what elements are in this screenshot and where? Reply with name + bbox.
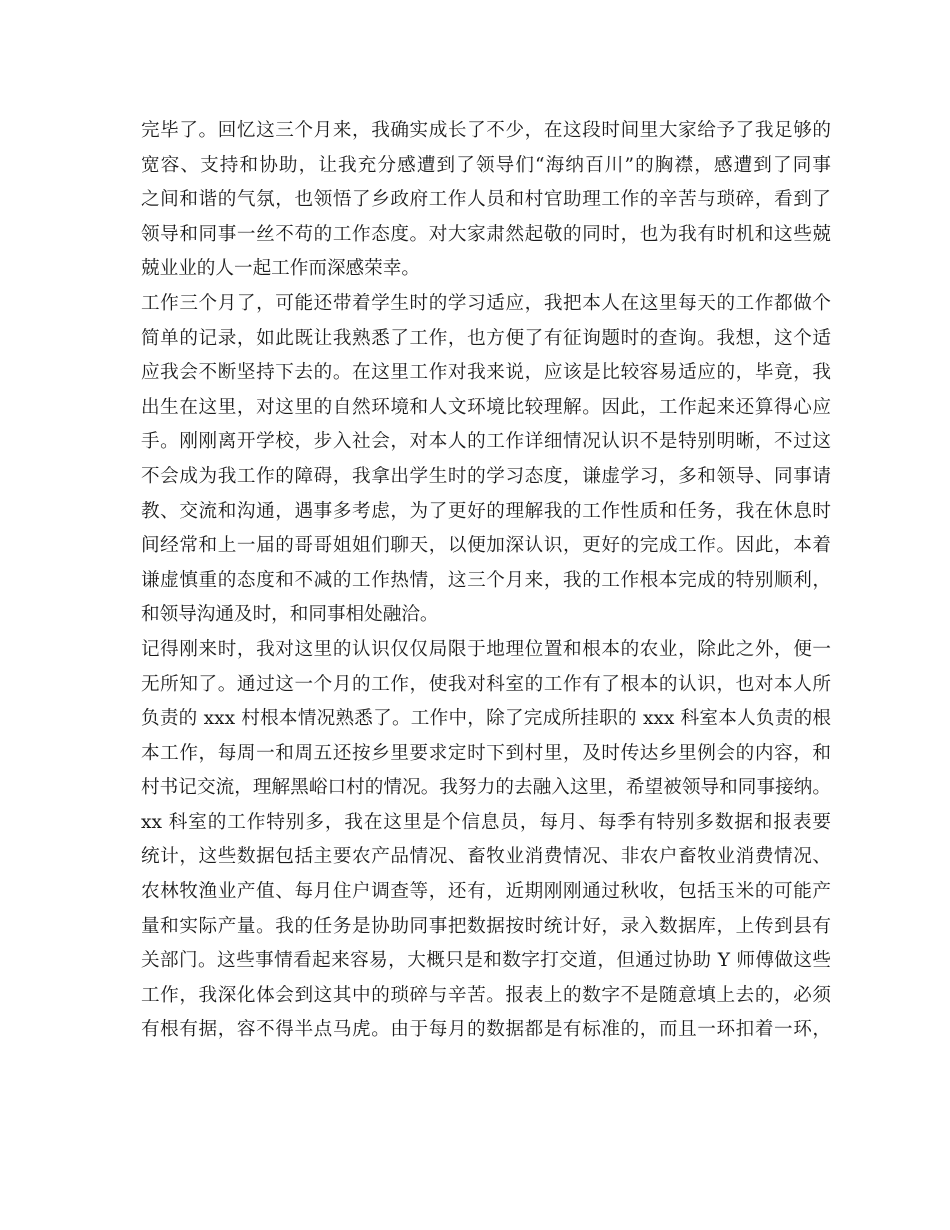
text-line: 本工作，每周一和周五还按乡里要求定时下到村里，及时传达乡里例会的内容，和 xyxy=(141,742,831,764)
text-line: 不会成为我工作的障碍，我拿出学生时的学习态度，谦虚学习，多和领导、同事请 xyxy=(141,465,831,487)
text-line: 简单的记录，如此既让我熟悉了工作，也方便了有征询题时的查询。我想，这个适 xyxy=(141,327,831,349)
text-line: 出生在这里，对这里的自然环境和人文环境比较理解。因此，工作起来还算得心应 xyxy=(141,396,831,418)
text-line: 教、交流和沟通，遇事多考虑，为了更好的理解我的工作性质和任务，我在休息时 xyxy=(141,500,831,522)
text-line: 量和实际产量。我的任务是协助同事把数据按时统计好，录入数据库，上传到县有 xyxy=(141,915,831,937)
text-line: 负责的 xxx 村根本情况熟悉了。工作中，除了完成所挂职的 xxx 科室本人负责的根 xyxy=(141,708,831,730)
text-line: 应我会不断坚持下去的。在这里工作对我来说，应该是比较容易适应的，毕竟，我 xyxy=(141,362,831,384)
text-line: 兢业业的人一起工作而深感荣幸。 xyxy=(141,258,420,280)
text-line: 和领导沟通及时，和同事相处融洽。 xyxy=(141,604,439,626)
text-line: 宽容、支持和协助，让我充分感遭到了领导们“海纳百川”的胸襟，感遭到了同事 xyxy=(141,154,831,176)
text-line: 无所知了。通过这一个月的工作，使我对科室的工作有了根本的认识，也对本人所 xyxy=(141,673,831,695)
text-line: 工作三个月了，可能还带着学生时的学习适应，我把本人在这里每天的工作都做个 xyxy=(141,292,831,314)
text-line: 关部门。这些事情看起来容易，大概只是和数字打交道，但通过协助 Y 师傅做这些 xyxy=(141,950,831,972)
text-line: 统计，这些数据包括主要农产品情况、畜牧业消费情况、非农户畜牧业消费情况、 xyxy=(141,846,831,868)
text-line: 工作，我深化体会到这其中的琐碎与辛苦。报表上的数字不是随意填上去的，必须 xyxy=(141,984,831,1006)
text-line: 之间和谐的气氛，也领悟了乡政府工作人员和村官助理工作的辛苦与琐碎，看到了 xyxy=(141,189,831,211)
text-line: 间经常和上一届的哥哥姐姐们聊天，以便加深认识，更好的完成工作。因此，本着 xyxy=(141,535,831,557)
text-line: 领导和同事一丝不苟的工作态度。对大家肃然起敬的同时，也为我有时机和这些兢 xyxy=(141,223,831,245)
text-line: 谦虚慎重的态度和不减的工作热情，这三个月来，我的工作根本完成的特别顺利， xyxy=(141,569,831,591)
document-body xyxy=(141,114,831,1048)
text-line: 记得刚来时，我对这里的认识仅仅局限于地理位置和根本的农业，除此之外，便一 xyxy=(141,638,831,660)
text-line: 完毕了。回忆这三个月来，我确实成长了不少，在这段时间里大家给予了我足够的 xyxy=(141,120,831,141)
text-line: 村书记交流，理解黑峪口村的情况。我努力的去融入这里，希望被领导和同事接纳。 xyxy=(141,777,831,799)
text-line: 手。刚刚离开学校，步入社会，对本人的工作详细情况认识不是特别明晰，不过这 xyxy=(141,431,831,453)
text-line: 农林牧渔业产值、每月住户调查等，还有，近期刚刚通过秋收，包括玉米的可能产 xyxy=(141,881,831,903)
text-line: 有根有据，容不得半点马虎。由于每月的数据都是有标准的，而且一环扣着一环， xyxy=(141,1019,831,1041)
text-line: xx 科室的工作特别多，我在这里是个信息员，每月、每季有特别多数据和报表要 xyxy=(141,811,831,833)
